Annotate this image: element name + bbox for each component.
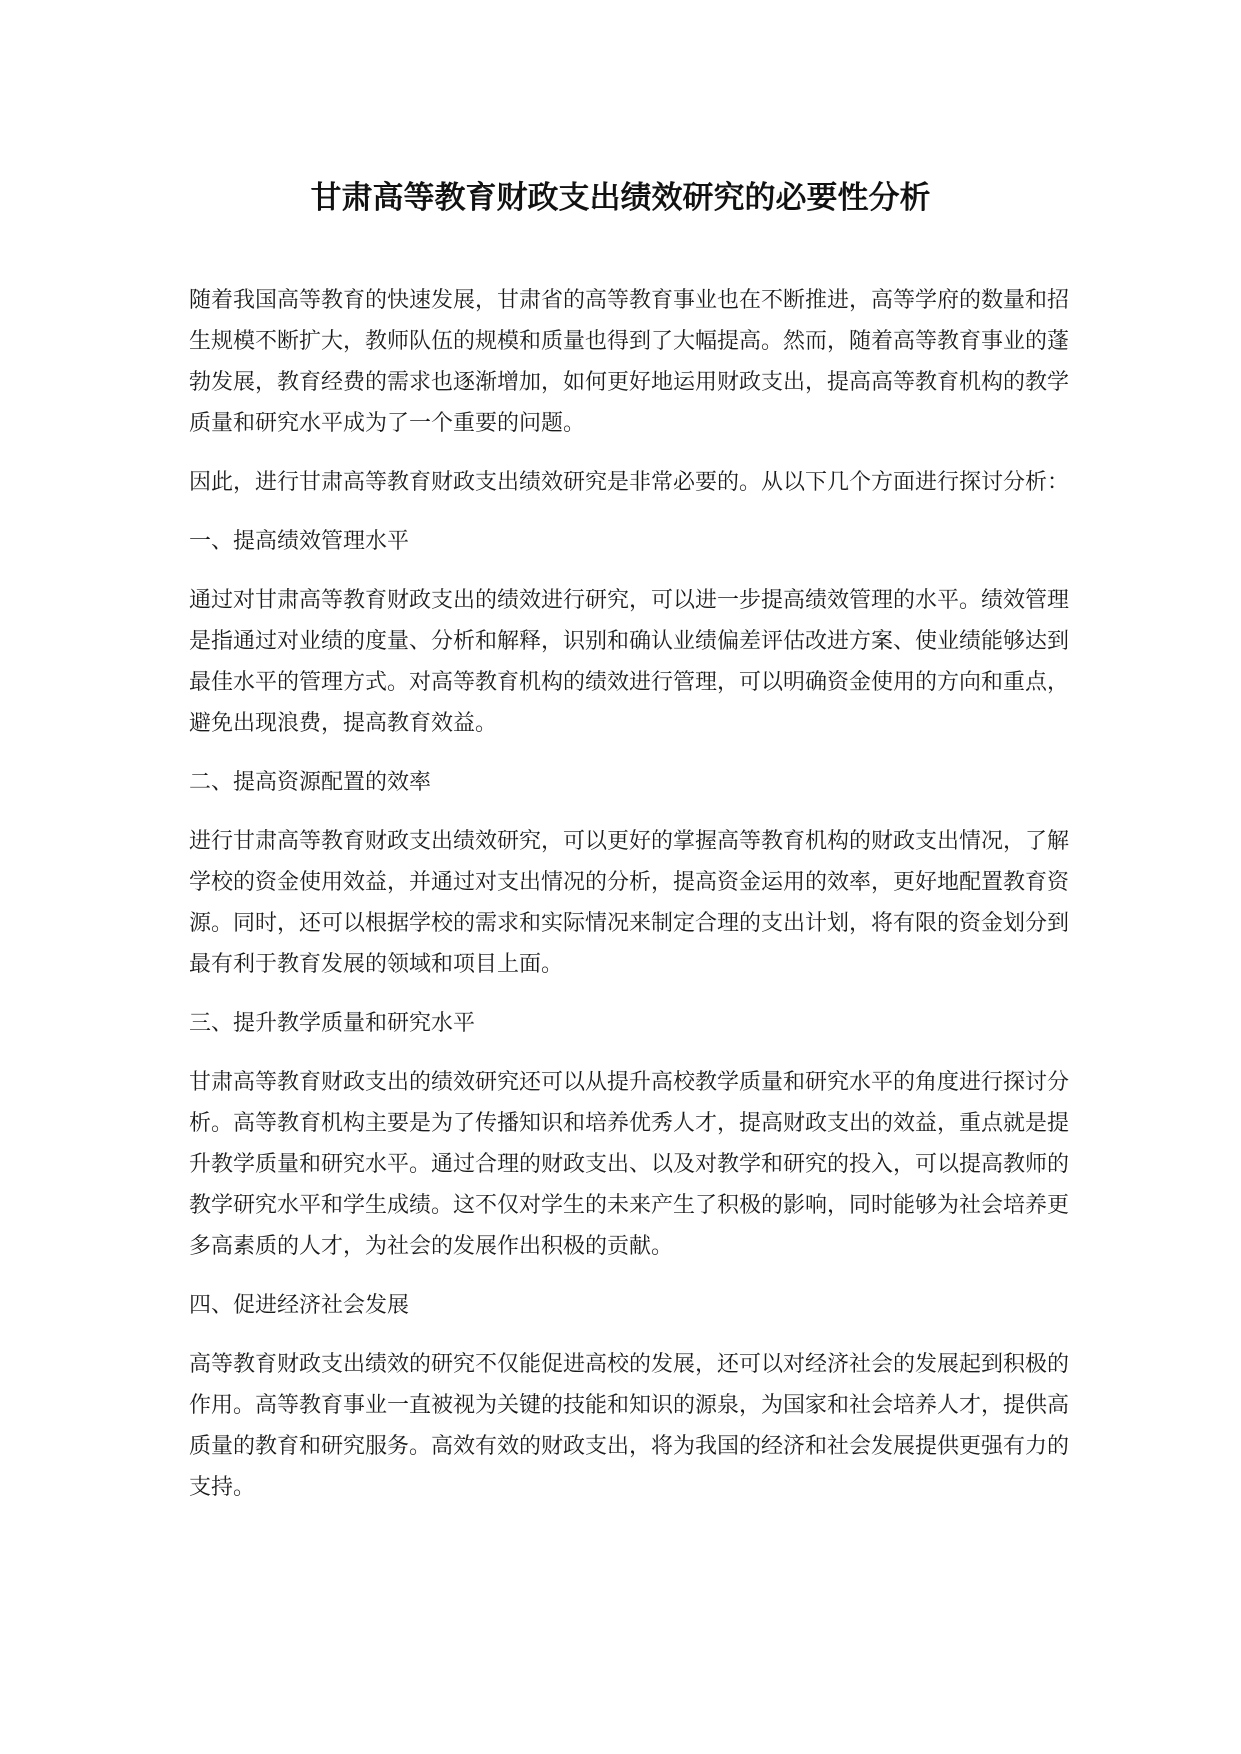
section-heading-1: 一、提高绩效管理水平 — [189, 529, 410, 554]
document-title: 甘肃高等教育财政支出绩效研究的必要性分析 — [310, 180, 931, 216]
section-heading-2: 二、提高资源配置的效率 — [189, 770, 432, 795]
paragraph-section-1: 通过对甘肃高等教育财政支出的绩效进行研究，可以进一步提高绩效管理的水平。绩效管理是指通过对业绩的度量、分析和解释，识别和确认业绩偏差评估改进方案、使业绩能够达到最佳水平的管理方式。对高等教育机构的绩效进行管理，可以明确资金使用的方向和重点，避免出现浪费，提高教育效益。 — [189, 588, 1070, 736]
document-body — [189, 280, 1069, 1526]
paragraph-section-3: 甘肃高等教育财政支出的绩效研究还可以从提升高校教学质量和研究水平的角度进行探讨分析。高等教育机构主要是为了传播知识和培养优秀人才，提高财政支出的效益，重点就是提升教学质量和研究水平。通过合理的财政支出、以及对教学和研究的投入，可以提高教师的教学研究水平和学生成绩。这不仅对学生的未来产生了积极的影响，同时能够为社会培养更多高素质的人才，为社会的发展作出积极的贡献。 — [189, 1070, 1070, 1259]
paragraph-section-2: 进行甘肃高等教育财政支出绩效研究，可以更好的掌握高等教育机构的财政支出情况，了解学校的资金使用效益，并通过对支出情况的分析，提高资金运用的效率，更好地配置教育资源。同时，还可以根据学校的需求和实际情况来制定合理的支出计划，将有限的资金划分到最有利于教育发展的领域和项目上面。 — [189, 829, 1070, 977]
paragraph-purpose: 因此，进行甘肃高等教育财政支出绩效研究是非常必要的。从以下几个方面进行探讨分析： — [189, 470, 1070, 495]
paragraph-intro: 随着我国高等教育的快速发展，甘肃省的高等教育事业也在不断推进，高等学府的数量和招生规模不断扩大，教师队伍的规模和质量也得到了大幅提高。然而，随着高等教育事业的蓬勃发展，教育经费的需求也逐渐增加，如何更好地运用财政支出，提高高等教育机构的教学质量和研究水平成为了一个重要的问题。 — [189, 288, 1070, 436]
section-heading-4: 四、促进经济社会发展 — [189, 1293, 410, 1318]
paragraph-section-4: 高等教育财政支出绩效的研究不仅能促进高校的发展，还可以对经济社会的发展起到积极的作用。高等教育事业一直被视为关键的技能和知识的源泉，为国家和社会培养人才，提供高质量的教育和研究服务。高效有效的财政支出，将为我国的经济和社会发展提供更强有力的支持。 — [189, 1352, 1070, 1500]
section-heading-3: 三、提升教学质量和研究水平 — [189, 1011, 476, 1036]
